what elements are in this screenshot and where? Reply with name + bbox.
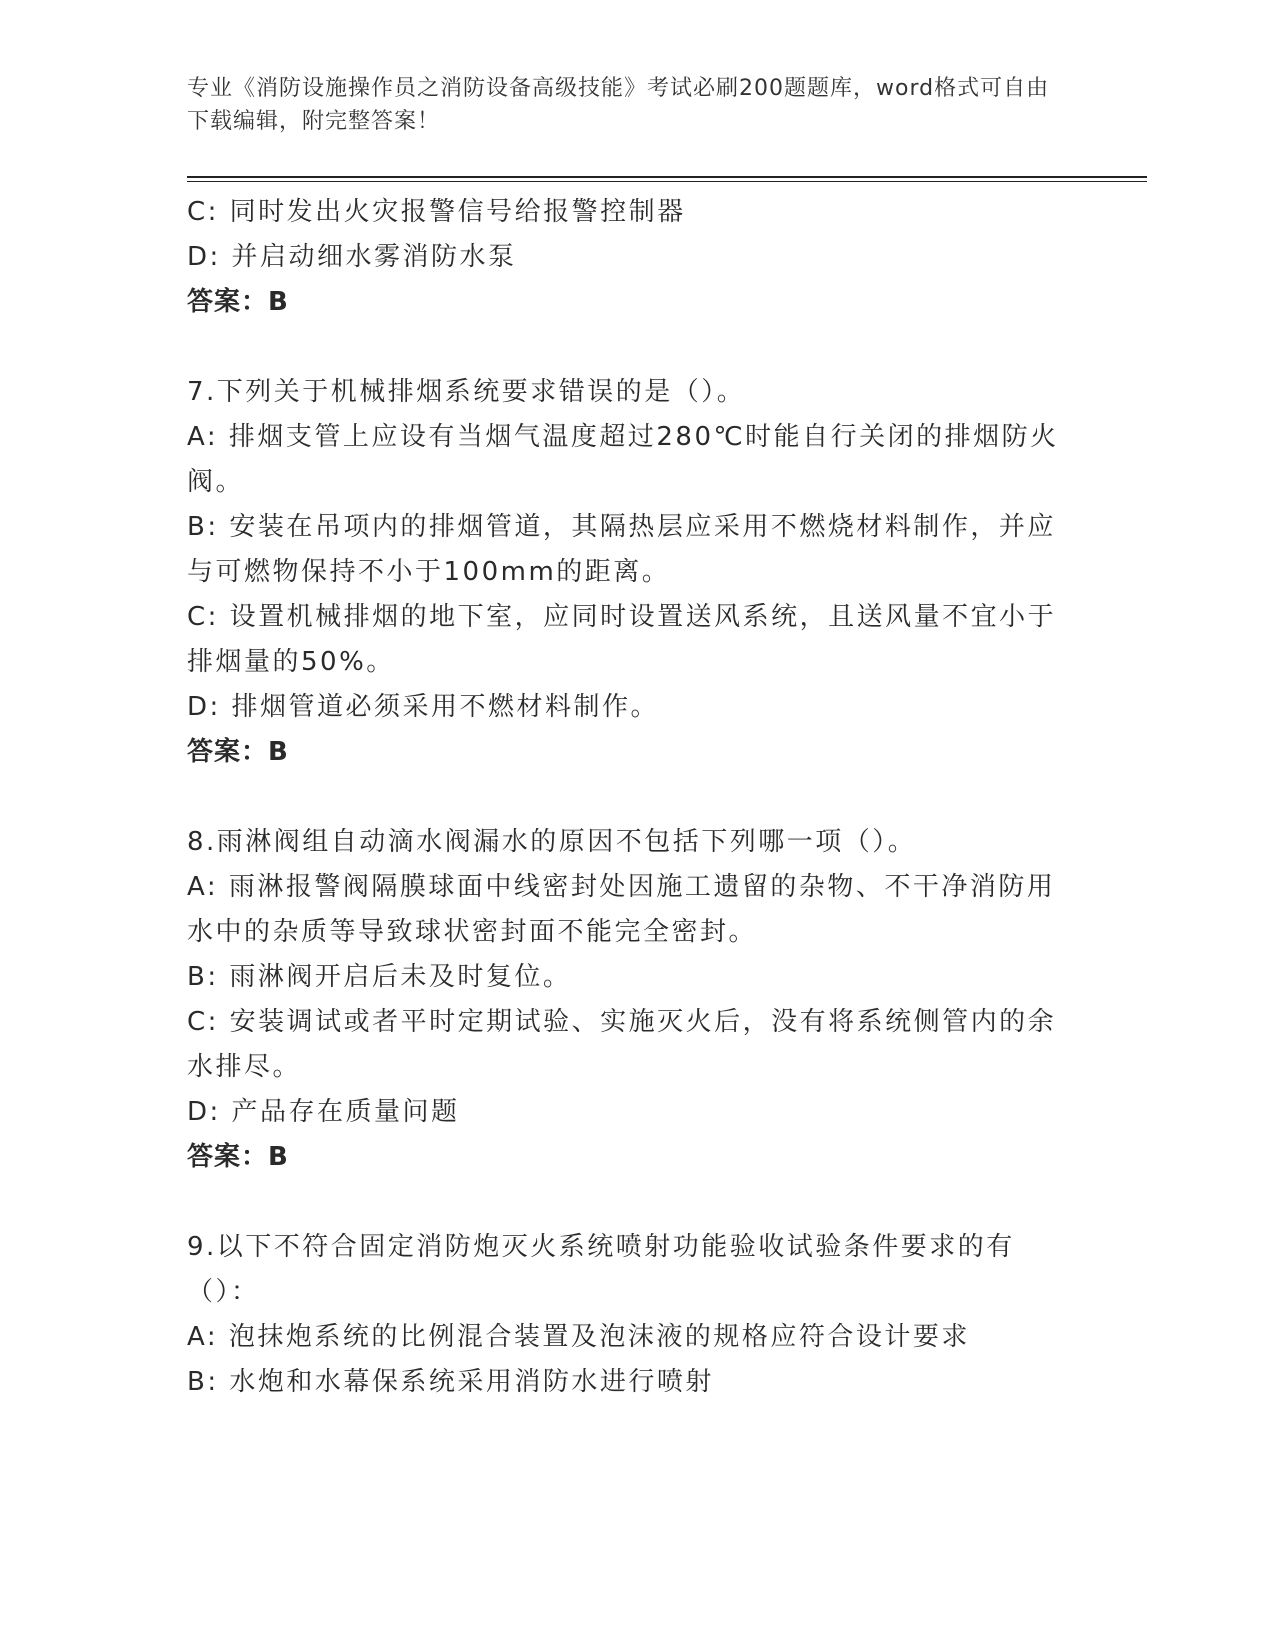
question-content [187,190,1067,1405]
page-header: 专业《消防设施操作员之消防设备高级技能》考试必刷200题题库，word格式可自由下载编辑，附完整答案！ [187,76,1050,134]
question-7-option-d: D: 排烟管道必须采用不燃材料制作。 [187,692,660,722]
question-6-answer: 答案：B [187,287,289,317]
question-7-option-b: B: 安装在吊项内的排烟管道，其隔热层应采用不燃烧材料制作，并应与可燃物保持不小于100mm的距离。 [187,512,1056,587]
question-9-option-b: B: 水炮和水幕保系统采用消防水进行喷射 [187,1367,714,1397]
header-divider-thick [187,176,1147,178]
question-7 [187,370,1067,775]
spacer [187,1180,1067,1225]
question-7-option-c: C: 设置机械排烟的地下室，应同时设置送风系统，且送风量不宜小于排烟量的50%。 [187,602,1057,677]
spacer [187,775,1067,820]
spacer [187,325,1067,370]
question-8 [187,820,1067,1180]
question-6-option-d: D: 并启动细水雾消防水泵 [187,242,517,272]
question-8-stem: 8.雨淋阀组自动滴水阀漏水的原因不包括下列哪一项（）。 [187,827,917,857]
question-8-option-b: B: 雨淋阀开启后未及时复位。 [187,962,572,992]
question-9-option-a: A: 泡抹炮系统的比例混合装置及泡沫液的规格应符合设计要求 [187,1322,970,1352]
question-8-option-a: A: 雨淋报警阀隔膜球面中线密封处因施工遗留的杂物、不干净消防用水中的杂质等导致球状密封面不能完全密封。 [187,872,1056,947]
question-7-answer: 答案：B [187,737,289,767]
question-9-stem: 9.以下不符合固定消防炮灭火系统喷射功能验收试验条件要求的有（）： [187,1232,1015,1307]
question-7-option-a: A: 排烟支管上应设有当烟气温度超过280℃时能自行关闭的排烟防火阀。 [187,422,1059,497]
question-9 [187,1225,1067,1405]
question-8-option-c: C: 安装调试或者平时定期试验、实施灭火后，没有将系统侧管内的余水排尽。 [187,1007,1057,1082]
question-8-option-d: D: 产品存在质量问题 [187,1097,460,1127]
question-8-answer: 答案：B [187,1142,289,1172]
question-6-option-c: C: 同时发出火灾报警信号给报警控制器 [187,197,686,227]
question-6 [187,190,1067,325]
question-7-stem: 7.下列关于机械排烟系统要求错误的是（）。 [187,377,746,407]
header-divider-thin [187,181,1147,182]
